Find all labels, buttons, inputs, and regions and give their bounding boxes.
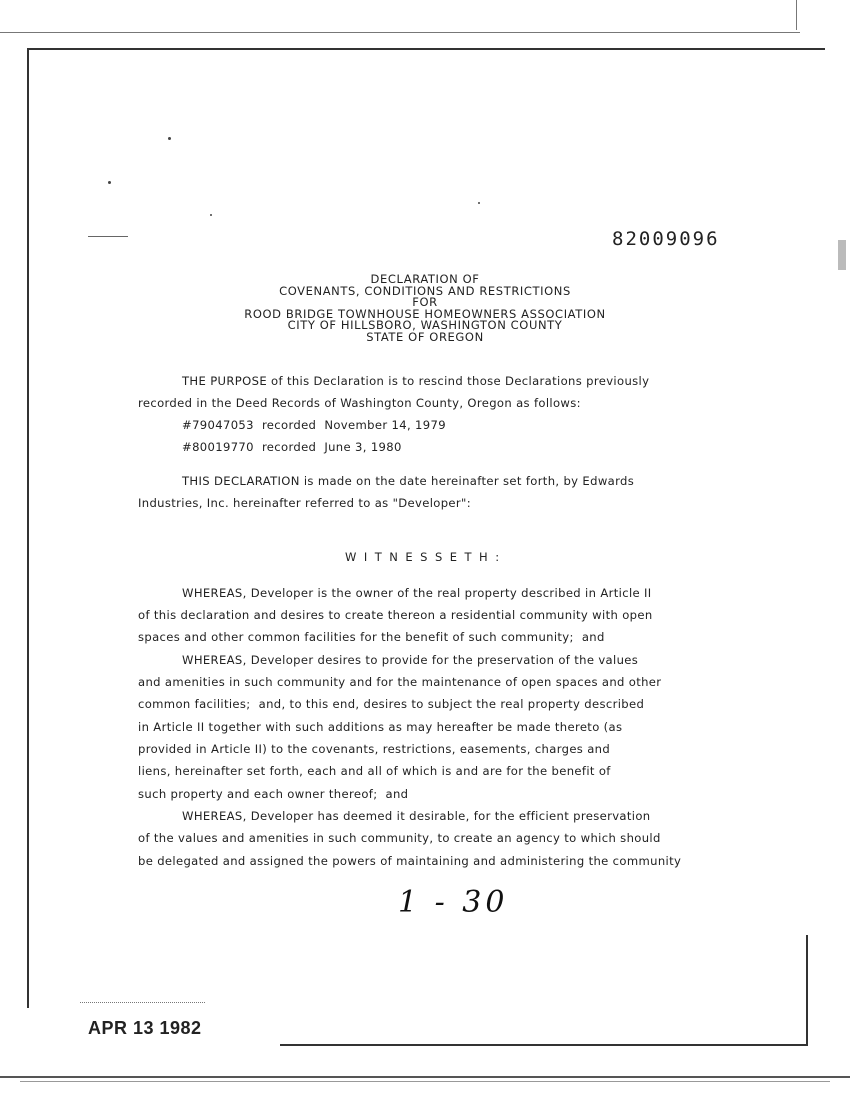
right-margin-tick (838, 240, 846, 270)
whereas-line: WHEREAS, Developer desires to provide for the preservation of the values (182, 653, 639, 667)
whereas-line: be delegated and assigned the powers of maintaining and administering the community (138, 854, 682, 868)
title-line: STATE OF OREGON (366, 329, 484, 344)
top-scan-border (0, 32, 800, 33)
page-bottom-frame (280, 1044, 808, 1046)
title-block (200, 274, 650, 343)
declaration-line: THIS DECLARATION is made on the date hereinafter set forth, by Edwards (182, 474, 635, 488)
handwritten-page-note: 1 - 30 (398, 885, 509, 920)
page-left-frame (27, 48, 29, 1008)
whereas-line: liens, hereinafter set forth, each and all of which is and are for the benefit of (138, 764, 611, 778)
recorded-date-stamp: APR 13 1982 (88, 1018, 202, 1038)
stamp-dotted-line (80, 1002, 205, 1003)
bottom-scan-border (0, 1076, 850, 1078)
scan-speck (478, 202, 480, 204)
purpose-line: THE PURPOSE of this Declaration is to rescind those Declarations previously (182, 374, 650, 388)
whereas-line: WHEREAS, Developer is the owner of the real property described in Article II (182, 586, 652, 600)
document-number: 82009096 (612, 228, 720, 250)
record-entry: #80019770 recorded June 3, 1980 (182, 440, 402, 454)
title-line: CITY OF HILLSBORO, WASHINGTON COUNTY (287, 318, 563, 332)
scan-speck (168, 137, 171, 140)
witnesseth-heading: WITNESSETH: (345, 550, 507, 564)
scan-speck (108, 181, 111, 184)
whereas-line: spaces and other common facilities for the benefit of such community; and (138, 630, 605, 644)
bottom-scan-border-2 (20, 1081, 830, 1082)
whereas-line: and amenities in such community and for the maintenance of open spaces and other (138, 675, 662, 689)
declaration-line: Industries, Inc. hereinafter referred to as "Developer": (138, 496, 471, 510)
whereas-line: of this declaration and desires to create thereon a residential community with open (138, 608, 653, 622)
title-line: FOR (412, 295, 438, 309)
page-top-frame (27, 48, 825, 50)
whereas-line: provided in Article II) to the covenants, restrictions, easements, charges and (138, 742, 611, 756)
record-entry: #79047053 recorded November 14, 1979 (182, 418, 446, 432)
title-line: COVENANTS, CONDITIONS AND RESTRICTIONS (279, 283, 571, 298)
whereas-line: common facilities; and, to this end, desires to subject the real property described (138, 697, 645, 711)
whereas-line: such property and each owner thereof; and (138, 787, 409, 801)
purpose-line: recorded in the Deed Records of Washington County, Oregon as follows: (138, 396, 581, 410)
title-line: DECLARATION OF (370, 272, 480, 286)
left-margin-mark (88, 236, 128, 237)
title-line: ROOD BRIDGE TOWNHOUSE HOMEOWNERS ASSOCIATION (244, 306, 606, 321)
whereas-line: of the values and amenities in such community, to create an agency to which should (138, 831, 661, 845)
scan-speck (210, 214, 212, 216)
page-right-frame (806, 935, 808, 1045)
whereas-line: in Article II together with such additions as may hereafter be made thereto (as (138, 720, 623, 734)
top-right-scan-border (796, 0, 797, 30)
whereas-line: WHEREAS, Developer has deemed it desirable, for the efficient preservation (182, 809, 651, 823)
